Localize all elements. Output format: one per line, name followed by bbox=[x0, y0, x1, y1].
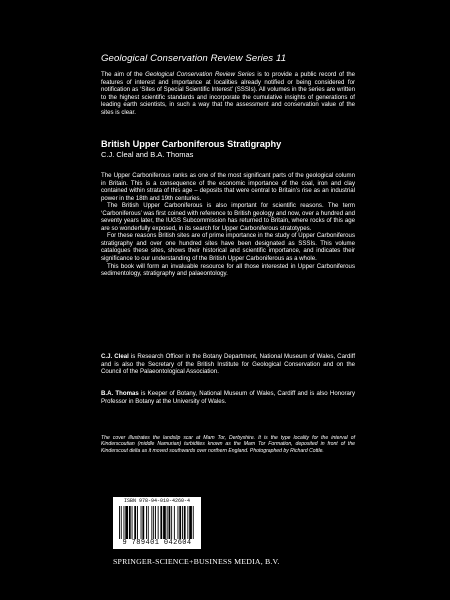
series-title: Geological Conservation Review Series 11 bbox=[101, 53, 287, 64]
author-bio-text: is Keeper of Botany, National Museum of Wales, Cardiff and is also Honorary Professor in Botany at the University of Wales. bbox=[101, 390, 355, 405]
author-bio-text: is Research Officer in the Botany Department, National Museum of Wales, Cardiff and is also the Secretary of the British Institute for Geological Conservation and on the Council of the Palaeontological Association. bbox=[101, 353, 356, 376]
authors: C.J. Cleal and B.A. Thomas bbox=[101, 150, 194, 159]
book-title: British Upper Carboniferous Stratigraphy bbox=[101, 139, 282, 149]
author-bio bbox=[101, 390, 355, 405]
isbn-label: ISBN 978-94-010-4260-4 bbox=[123, 498, 190, 504]
description-paragraph: The Upper Carboniferous ranks as one of the most significant parts of the geological column in Britain. This is a consequence of the economic importance of the coal, iron and clay contained within strata of this age – deposits that were central to Britain’s rise as an industrial power in the 18th and 19th centuries. bbox=[101, 172, 355, 202]
cover-caption: The cover illustrates the landslip scar at Mam Tor, Derbyshire. It is the type locality for the interval of Kinderscoutian (middle Namurian) turbidites known as the Mam Tor Formation, deposited in front of the Kinderscout delta as it moved southwards over northern England. Photographed by Richard Cottle. bbox=[101, 435, 355, 454]
intro-series-name: Geological Conservation Review Series bbox=[145, 71, 255, 78]
barcode bbox=[113, 497, 201, 549]
description bbox=[101, 172, 355, 278]
publisher: SPRINGER-SCIENCE+BUSINESS MEDIA, B.V. bbox=[113, 557, 280, 566]
series-intro bbox=[101, 71, 355, 117]
description-paragraph: The British Upper Carboniferous is also important for scientific reasons. The term ‘Carboniferous’ was first coined with reference to British geology and now, over a hundred and seventy years later, the IUGS Subcommission has returned to Britain, where rocks of this age are so wonderfully exposed, in its search for Upper Carboniferous stratotypes. bbox=[101, 202, 355, 232]
description-paragraph: For these reasons British sites are of prime importance in the study of Upper Carboniferous stratigraphy and over one hundred sites have been designated as SSSIs. This volume catalogues these sites, shows their historical and scientific importance, and indicates their significance to our understanding of the British Upper Carboniferous as a whole. bbox=[101, 232, 355, 263]
description-paragraph: This book will form an invaluable resource for all those interested in Upper Carboniferous sedimentology, stratigraphy and palaeontology. bbox=[101, 262, 355, 278]
author-bio bbox=[101, 353, 355, 376]
barcode-bars bbox=[119, 506, 195, 539]
author-bio-name: B.A. Thomas bbox=[101, 390, 139, 397]
barcode-digits: 9 789401 042604 bbox=[122, 539, 192, 547]
author-bio-name: C.J. Cleal bbox=[101, 353, 129, 360]
intro-prefix: The aim of the bbox=[101, 71, 146, 78]
intro-suffix: is to provide a public record of the features of interest and importance at localities already notified or being considered for notification as ‘Sites of Special Scientific Interest’ (SSSIs). All volumes in the series are written to the highest scientific standards and incorporate the cumulative insights of generations of leading earth scientists, in such a way that the assessment and conservation value of the sites is clear. bbox=[101, 71, 355, 116]
